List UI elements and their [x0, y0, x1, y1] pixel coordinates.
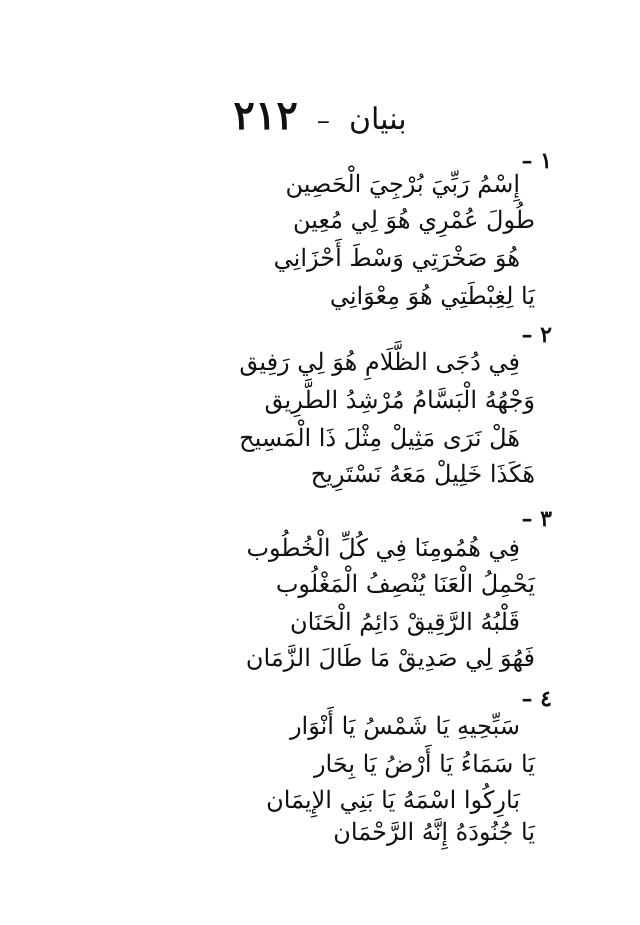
title-separator: – — [316, 106, 330, 136]
stanza-1-marker: ١ – — [521, 148, 552, 174]
hymn-header — [0, 92, 640, 139]
hymn-number: ٢١٢ — [233, 92, 298, 139]
stanza-2-line-1: فِي دُجَى الظَّلَامِ هُوَ لِي رَفِيق — [239, 348, 520, 376]
stanza-1-line-1: إِسْمُ رَبِّيَ بُرْجِيَ الْحَصِين — [285, 170, 520, 198]
stanza-1-line-4: يَا لِغِبْطَتِي هُوَ مِعْوَانِي — [329, 282, 535, 310]
stanza-4-line-4: يَا جُنُودَهُ إِنَّهُ الرَّحْمَان — [333, 818, 535, 846]
stanza-4-marker: ٤ – — [521, 686, 552, 712]
stanza-4-line-1: سَبِّحِيهِ يَا شَمْسُ يَا أَنْوَار — [289, 712, 520, 740]
stanza-3-line-3: قَلْبُهُ الرَّقِيقْ دَائِمُ الْحَنَان — [289, 608, 520, 636]
stanza-1-line-2: طُولَ عُمْرِي هُوَ لِي مُعِين — [293, 206, 535, 234]
stanza-3-line-4: فَهُوَ لِي صَدِيقْ مَا طَالَ الزَّمَان — [245, 644, 535, 672]
hymn-title: بنيان — [349, 102, 407, 137]
stanza-1-line-3: هُوَ صَخْرَتِي وَسْطَ أَحْزَانِي — [273, 244, 520, 272]
stanza-2-line-2: وَجْهُهُ الْبَسَّامُ مُرْشِدُ الطَّرِيق — [264, 386, 535, 414]
stanza-4-line-3: بَارِكُوا اسْمَهُ يَا بَنِي الإِيمَان — [266, 786, 520, 814]
stanza-2-line-4: هَكَذَا خَلِيلْ مَعَهُ نَسْتَرِيح — [310, 460, 535, 488]
stanza-3-marker: ٣ – — [521, 506, 552, 532]
stanza-3-line-2: يَحْمِلُ الْعَنَا يُنْصِفُ الْمَغْلُوب — [275, 570, 535, 598]
stanza-4-line-2: يَا سَمَاءُ يَا أَرْضُ يَا بِحَار — [313, 750, 535, 778]
stanza-2-line-3: هَلْ نَرَى مَثِيلْ مِثْلَ ذَا الْمَسِيح — [239, 424, 520, 452]
stanza-2-marker: ٢ – — [521, 322, 552, 348]
stanza-3-line-1: فِي هُمُومِنَا فِي كُلِّ الْخُطُوب — [246, 534, 520, 562]
